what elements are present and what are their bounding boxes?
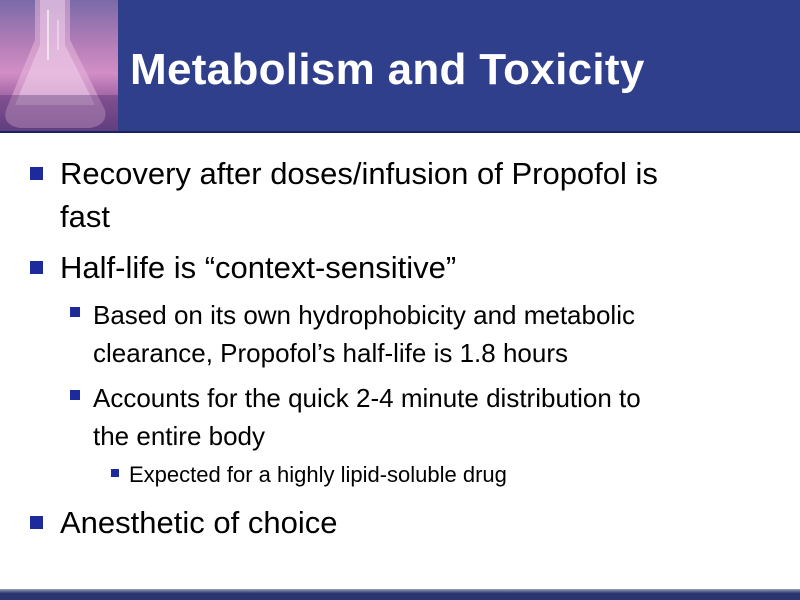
flask-icon bbox=[0, 0, 118, 133]
sub-sub-bullet-item bbox=[129, 460, 779, 490]
bullet-text-line: Expected for a highly lipid-soluble drug bbox=[129, 462, 507, 487]
bullet-text-line: Based on its own hydrophobicity and metabolic bbox=[93, 300, 635, 330]
sub-sub-bullet-square-icon bbox=[111, 469, 119, 477]
bullet-square-icon bbox=[30, 167, 43, 180]
bullet-text-line: Half-life is “context-sensitive” bbox=[60, 250, 457, 285]
title-bar bbox=[0, 0, 800, 133]
bullet-item bbox=[60, 246, 780, 289]
title-divider bbox=[0, 131, 800, 133]
bullet-text-line: the entire body bbox=[93, 421, 266, 451]
bullet-text-line: clearance, Propofol’s half-life is 1.8 hours bbox=[93, 338, 568, 368]
bullet-text-line: Accounts for the quick 2-4 minute distribution to bbox=[93, 383, 641, 413]
sub-bullet-item bbox=[93, 379, 783, 455]
bullet-item bbox=[60, 152, 780, 238]
flask-image bbox=[0, 0, 118, 133]
bullet-text-line: fast bbox=[60, 199, 110, 234]
footer-bar bbox=[0, 589, 800, 600]
slide-title: Metabolism and Toxicity bbox=[130, 45, 645, 94]
sub-bullet-item bbox=[93, 296, 783, 372]
sub-bullet-square-icon bbox=[70, 390, 80, 400]
bullet-item bbox=[60, 501, 780, 544]
sub-bullet-square-icon bbox=[70, 307, 80, 317]
bullet-text-line: Recovery after doses/infusion of Propofol is bbox=[60, 156, 658, 191]
bullet-square-icon bbox=[30, 516, 43, 529]
bullet-square-icon bbox=[30, 261, 43, 274]
bullet-text-line: Anesthetic of choice bbox=[60, 505, 338, 540]
